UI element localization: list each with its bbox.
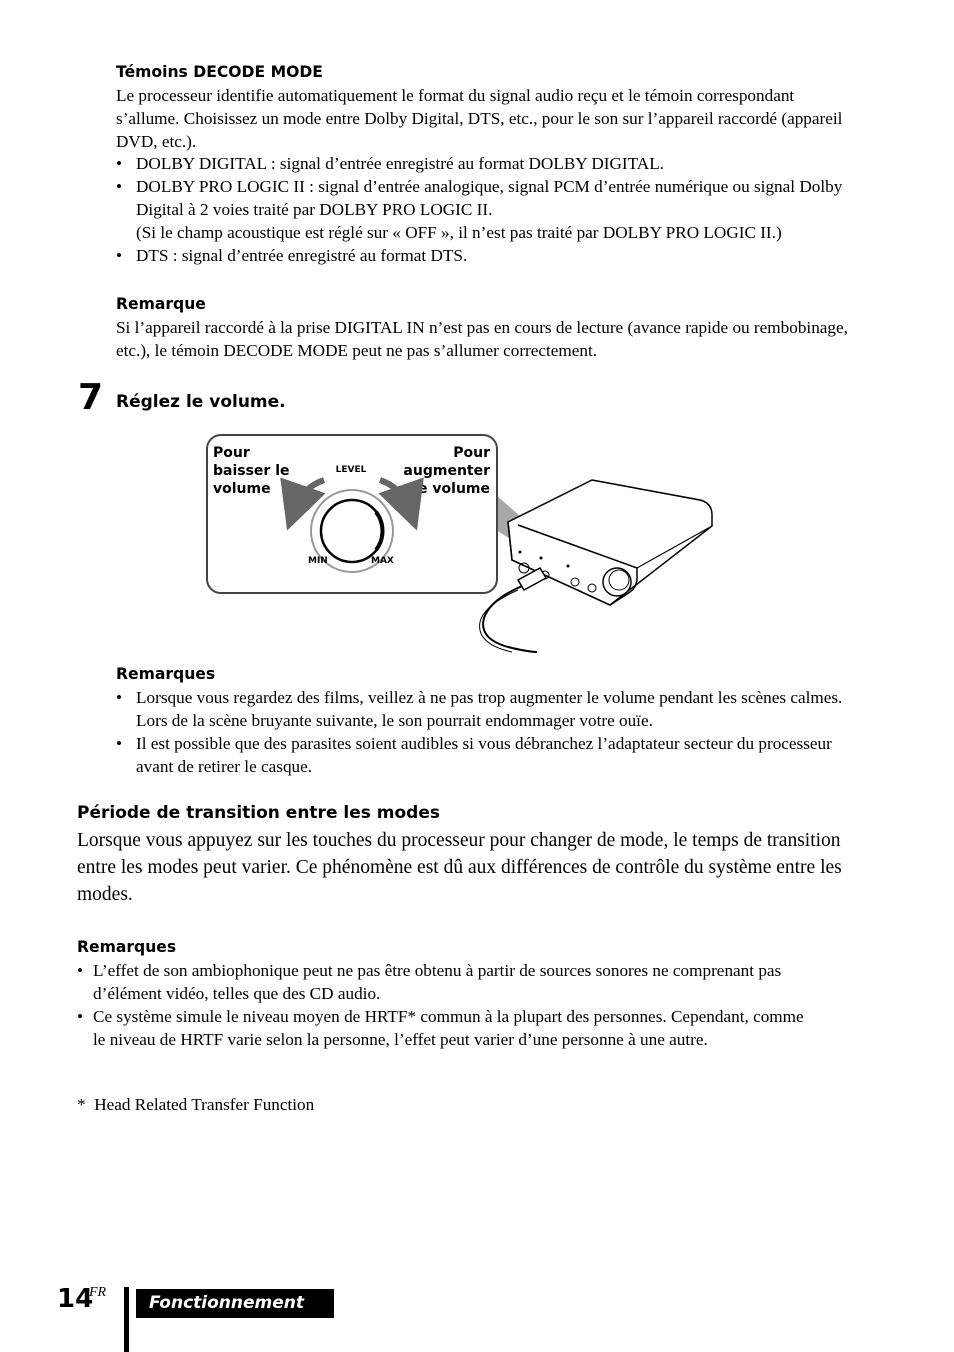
list-item-note: (Si le champ acoustique est réglé sur « OFF », il n’est pas traité par DOLBY PRO LOGIC II.) bbox=[136, 223, 782, 242]
max-label: MAX bbox=[371, 556, 394, 566]
device-volume-knob bbox=[603, 568, 631, 596]
decode-mode-intro: Le processeur identifie automatiquement le format du signal audio reçu et le témoin correspondant s’allume. Choisissez un mode entre Dolby Digital, DTS, etc., pour le son sur l’appareil raccordé (appareil DVD, etc.). bbox=[116, 86, 843, 151]
left-label-line3: volume bbox=[213, 481, 271, 497]
right-label-line1: Pour bbox=[453, 445, 490, 461]
volume-illustration bbox=[200, 430, 720, 655]
right-label-line2: augmenter bbox=[403, 463, 490, 479]
remark-heading: Remarque bbox=[116, 295, 206, 313]
footer-divider bbox=[124, 1287, 129, 1352]
remarks-list bbox=[77, 959, 817, 1051]
processor-device bbox=[508, 480, 712, 605]
list-item: • DTS : signal d’entrée enregistré au format DTS. bbox=[116, 244, 861, 267]
left-label-line2: baisser le bbox=[213, 463, 290, 479]
decode-mode-list bbox=[116, 152, 861, 267]
transition-heading: Période de transition entre les modes bbox=[77, 803, 440, 823]
list-item: • Lorsque vous regardez des films, veillez à ne pas trop augmenter le volume pendant les scènes calmes. Lors de la scène bruyante suivante, le son pourrait endommager votre ouïe. bbox=[116, 686, 861, 732]
transition-text: Lorsque vous appuyez sur les touches du processeur pour changer de mode, le temps de transition entre les modes peut varier. Ce phénomène est dû aux différences de contrôle du système entre les modes. bbox=[77, 830, 842, 905]
decode-mode-heading: Témoins DECODE MODE bbox=[116, 63, 323, 81]
footnote: * Head Related Transfer Function bbox=[77, 1095, 315, 1114]
volume-knob[interactable] bbox=[321, 500, 383, 562]
step-title: Réglez le volume. bbox=[116, 392, 286, 412]
min-label: MIN bbox=[308, 556, 328, 566]
list-item: • L’effet de son ambiophonique peut ne pas être obtenu à partir de sources sonores ne comprenant pas d’élément vidéo, telles que des CD audio. bbox=[77, 959, 817, 1005]
volume-diagram bbox=[200, 430, 720, 660]
list-item: • DOLBY PRO LOGIC II : signal d’entrée analogique, signal PCM d’entrée numérique ou signal Dolby Digital à 2 voies traité par DOLBY PRO LOGIC II. (Si le champ acoustique est réglé sur « OFF », il n’est pas traité par DOLBY PRO LOGIC II.) bbox=[116, 175, 861, 244]
remark-text: Si l’appareil raccordé à la prise DIGITAL IN n’est pas en cours de lecture (avance rapide ou rembobinage, etc.), le témoin DECODE MODE peut ne pas s’allumer correctement. bbox=[116, 318, 848, 360]
left-label-line1: Pour bbox=[213, 445, 250, 461]
list-item: • Ce système simule le niveau moyen de HRTF* commun à la plupart des personnes. Cependant, comme le niveau de HRTF varie selon la personne, l’effet peut varier d’une personne à une autre. bbox=[77, 1005, 817, 1051]
page-language-suffix: FR bbox=[89, 1285, 107, 1300]
remarks-list bbox=[116, 686, 861, 778]
remarks-heading: Remarques bbox=[77, 938, 177, 956]
section-label: Fonctionnement bbox=[136, 1289, 334, 1318]
level-label: LEVEL bbox=[335, 465, 367, 475]
list-item: • DOLBY DIGITAL : signal d’entrée enregistré au format DOLBY DIGITAL. bbox=[116, 152, 861, 175]
remarks-heading: Remarques bbox=[116, 665, 216, 683]
step-number: 7 bbox=[78, 377, 104, 418]
page-number: 14 bbox=[57, 1284, 94, 1314]
right-label-line3: le volume bbox=[413, 481, 490, 497]
list-item: • Il est possible que des parasites soient audibles si vous débranchez l’adaptateur secteur du processeur avant de retirer le casque. bbox=[116, 732, 861, 778]
